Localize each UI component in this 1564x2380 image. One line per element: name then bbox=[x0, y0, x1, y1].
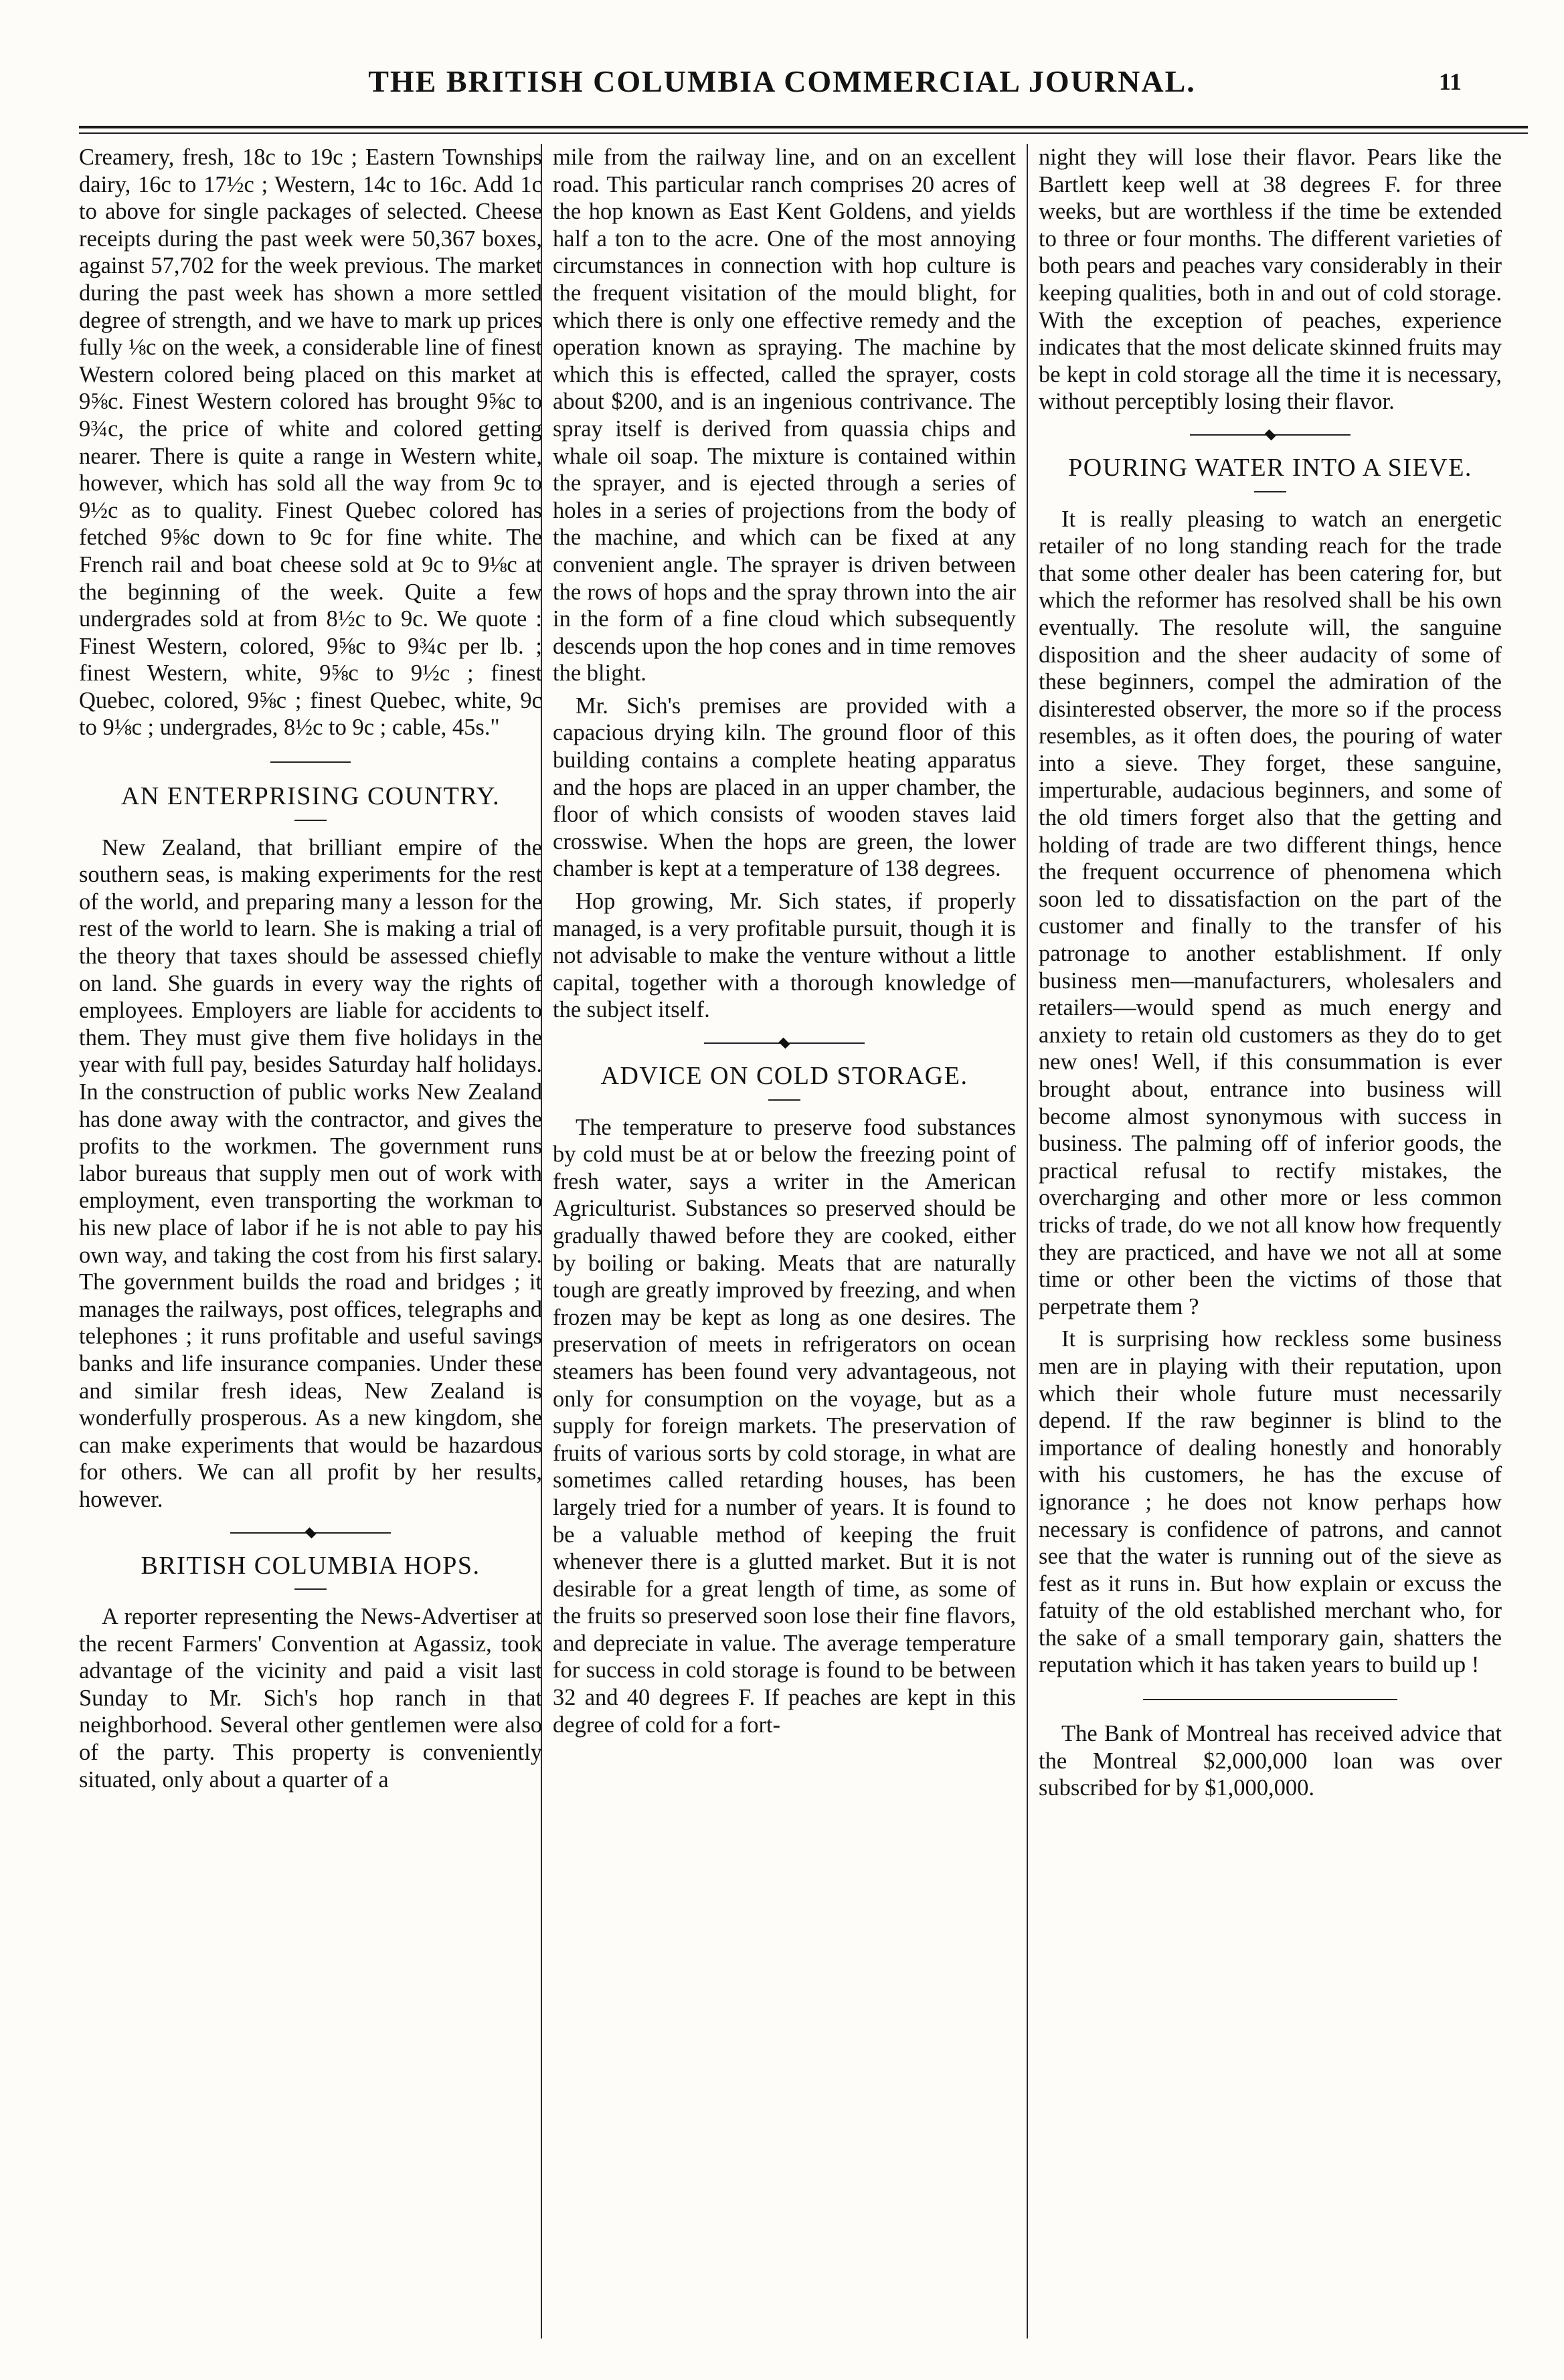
cheese-market-report: Creamery, fresh, 18c to 19c ; Eastern Townships dairy, 16c to 17½c ; Western, 14c to 16c. Add 1c to above for single packages of selected. Cheese receipts during the past week were 50,367 boxes, against 57,702 for the week previous. The market during the past week has shown a more settled degree of strength, and we have to mark up prices fully ⅛c on the week, a considerable line of finest Western colored being placed on this market at 9⅝c. Finest Western colored has brought 9⅝c to 9¾c, the price of white and colored getting nearer. There is quite a range in Western white, however, which has sold all the way from 9c to 9½c as to quality. Finest Quebec colored has fetched 9⅝c down to 9c for fine white. The French rail and boat cheese sold at 9c to 9⅛c at the beginning of the week. Quite a few undergrades sold at from 8½c to 9c. We quote : Finest Western, colored, 9⅝c to 9¾c per lb. ; finest Western, white, 9⅝c to 9½c ; finest Quebec, colored, 9⅝c ; finest Quebec, white, 9c to 9⅛c ; undergrades, 8½c to 9c ; cable, 45s." bbox=[79, 145, 542, 741]
article-body: Hop growing, Mr. Sich states, if properly managed, is a very profitable pursuit, though it is not advisable to make the venture without a little capital, together with a thorough knowledge of the subject itself. bbox=[553, 889, 1016, 1023]
section-ornament bbox=[230, 1531, 391, 1535]
article-body: New Zealand, that brilliant empire of the southern seas, is making experiments for the rest of the world, and preparing many a lesson for the rest of the world to learn. She is making a trial of the theory that taxes should be assessed chiefly on land. She guards in every way the rights of employees. Employers are liable for accidents to them. They must give them five holidays in the year with full pay, besides Saturday half holidays. In the construction of public works New Zealand has done away with the contractor, and gives the profits to the workmen. The government runs labor bureaus that supply men out of work with employment, even transporting the workman to his new place of labor if he is not able to pay his own way, and taking the cost from his first salary. The government builds the road and bridges ; it manages the railways, post offices, telegraphs and telephones ; it runs profitable and useful savings banks and life insurance companies. Under these and similar fresh ideas, New Zealand is wonderfully prosperous. As a new kingdom, she can make experiments that would be hazardous for others. We can all profit by her results, however. bbox=[79, 834, 542, 1512]
article-headline: AN ENTERPRISING COUNTRY. bbox=[120, 782, 501, 811]
page-number: 11 bbox=[1439, 68, 1462, 95]
section-divider bbox=[1143, 1699, 1397, 1700]
headline-dash bbox=[1254, 491, 1286, 492]
headline-dash bbox=[768, 1099, 800, 1101]
headline-dash bbox=[294, 1588, 327, 1590]
column-3 bbox=[1039, 144, 1502, 2339]
article-body: Mr. Sich's premises are provided with a capacious drying kiln. The ground floor of this building contains a complete heating apparatus and the hops are placed in an upper chamber, the floor of which consists of wooden staves laid crosswise. When the hops are green, the lower chamber is kept at a temperature of 138 degrees. bbox=[553, 693, 1016, 882]
section-ornament bbox=[1190, 433, 1351, 437]
column-2 bbox=[553, 144, 1016, 2339]
article-body: It is really pleasing to watch an energetic retailer of no long standing reach for the trade that some other dealer has been catering for, but which the reformer has resolved shall be his own eventually. The resolute will, the sanguine disposition and the sheer audacity of some of these beginners, compel the admiration of the disinterested observer, the more so if the process resembles, as it often does, the pouring of water into a sieve. They forget, these sanguine, imperturable, audacious beginners, and some of the old timers forget also that the getting and holding of trade are two different things, hence the frequent occurrence of phenomena which soon led to dissatisfaction on the part of the customer and finally to the transfer of his patronage to another establishment. If only business men—manufacturers, wholesalers and retailers—would spend as much energy and anxiety to retain old customers as they do to get new ones! Well, if this consummation is ever brought about, entrance into business will become almost synonymous with success in business. The palming off of inferior goods, the practical refusal to rectify mistakes, the overcharging and other more or less common tricks of trade, do we not all know how frequently they are practiced, and have we not all at some time or other been the victims of those that perpetrate them ? bbox=[1039, 506, 1502, 1319]
masthead bbox=[0, 64, 1564, 124]
article-body: It is surprising how reckless some business men are in playing with their reputation, upon which their whole future must necessarily depend. If the raw beginner is blind to the importance of dealing honestly and honorably with his customers, he has the excuse of ignorance ; he does not know perhaps how necessary is confidence of patrons, and cannot see that the water is running out of the sieve as fest as it runs in. But how explain or excuss the fatuity of the old established merchant who, for the sake of a small temporary gain, shatters the reputation which it has taken years to build up ! bbox=[1039, 1326, 1502, 1678]
header-rule-thin bbox=[79, 132, 1528, 134]
article-body-continued: mile from the railway line, and on an excellent road. This particular ranch comprises 20 acres of the hop known as East Kent Goldens, and yields half a ton to the acre. One of the most annoying circumstances in connection with hop culture is the frequent visitation of the mould blight, for which there is only one effective remedy and the operation known as spraying. The machine by which this is effected, called the sprayer, costs about $200, and is an ingenious contrivance. The spray itself is derived from quassia chips and whale oil soap. The mixture is contained within the sprayer, and is ejected through a series of holes in a series of projections from the body of the machine, and which can be fixed at any convenient angle. The sprayer is driven between the rows of hops and the spray thrown into the air in the form of a fine cloud which subsequently descends upon the hop cones and in time removes the blight. bbox=[553, 145, 1016, 686]
column-1 bbox=[79, 144, 542, 2339]
column-divider bbox=[1027, 144, 1028, 2339]
bank-notice: The Bank of Montreal has received advice that the Montreal $2,000,000 loan was over subscribed for by $1,000,000. bbox=[1039, 1721, 1502, 1801]
article-headline: BRITISH COLUMBIA HOPS. bbox=[141, 1551, 481, 1580]
article-body-continued: night they will lose their flavor. Pears like the Bartlett keep well at 38 degrees F. for three weeks, but are worthless if the time be extended to three or four months. The different varieties of both pears and peaches vary considerably in their keeping qualities, both in and out of cold storage. With the exception of peaches, experience indicates that the most delicate skinned fruits may be kept in cold storage all the time it is necessary, without perceptibly losing their flavor. bbox=[1039, 145, 1502, 415]
article-body: The temperature to preserve food substances by cold must be at or below the freezing point of fresh water, says a writer in the American Agriculturist. Substances so preserved should be gradually thawed before they are cooked, either by boiling or baking. Meats that are naturally tough are greatly improved by freezing, and when frozen may be kept as long as one desires. The preservation of meets in refrigerators on ocean steamers has been found very advantageous, not only for consumption on the voyage, but as a supply for foreign markets. The preservation of fruits of various sorts by cold storage, in what are sometimes called retarding houses, has been largely tried for a number of years. It is found to be a valuable method of keeping the fruit whenever there is a glutted market. But it is not desirable for a great length of time, as some of the fruits so preserved soon lose their fine flavors, and depreciate in value. The average temperature for success in cold storage is found to be between 32 and 40 degrees F. If peaches are kept in this degree of cold for a fort- bbox=[553, 1114, 1016, 1738]
section-divider bbox=[270, 761, 351, 763]
header-rule bbox=[79, 126, 1528, 128]
article-headline: POURING WATER INTO A SIEVE. bbox=[1068, 453, 1472, 482]
section-ornament bbox=[704, 1041, 865, 1045]
article-headline: ADVICE ON COLD STORAGE. bbox=[600, 1062, 968, 1090]
headline-dash bbox=[294, 820, 327, 821]
journal-title: THE BRITISH COLUMBIA COMMERCIAL JOURNAL. bbox=[368, 64, 1196, 98]
article-body: A reporter representing the News-Advertiser at the recent Farmers' Convention at Agassiz, took advantage of the vicinity and paid a visit last Sunday to Mr. Sich's hop ranch in that neighborhood. Several other gentlemen were also of the party. This property is conveniently situated, only about a quarter of a bbox=[79, 1604, 542, 1793]
